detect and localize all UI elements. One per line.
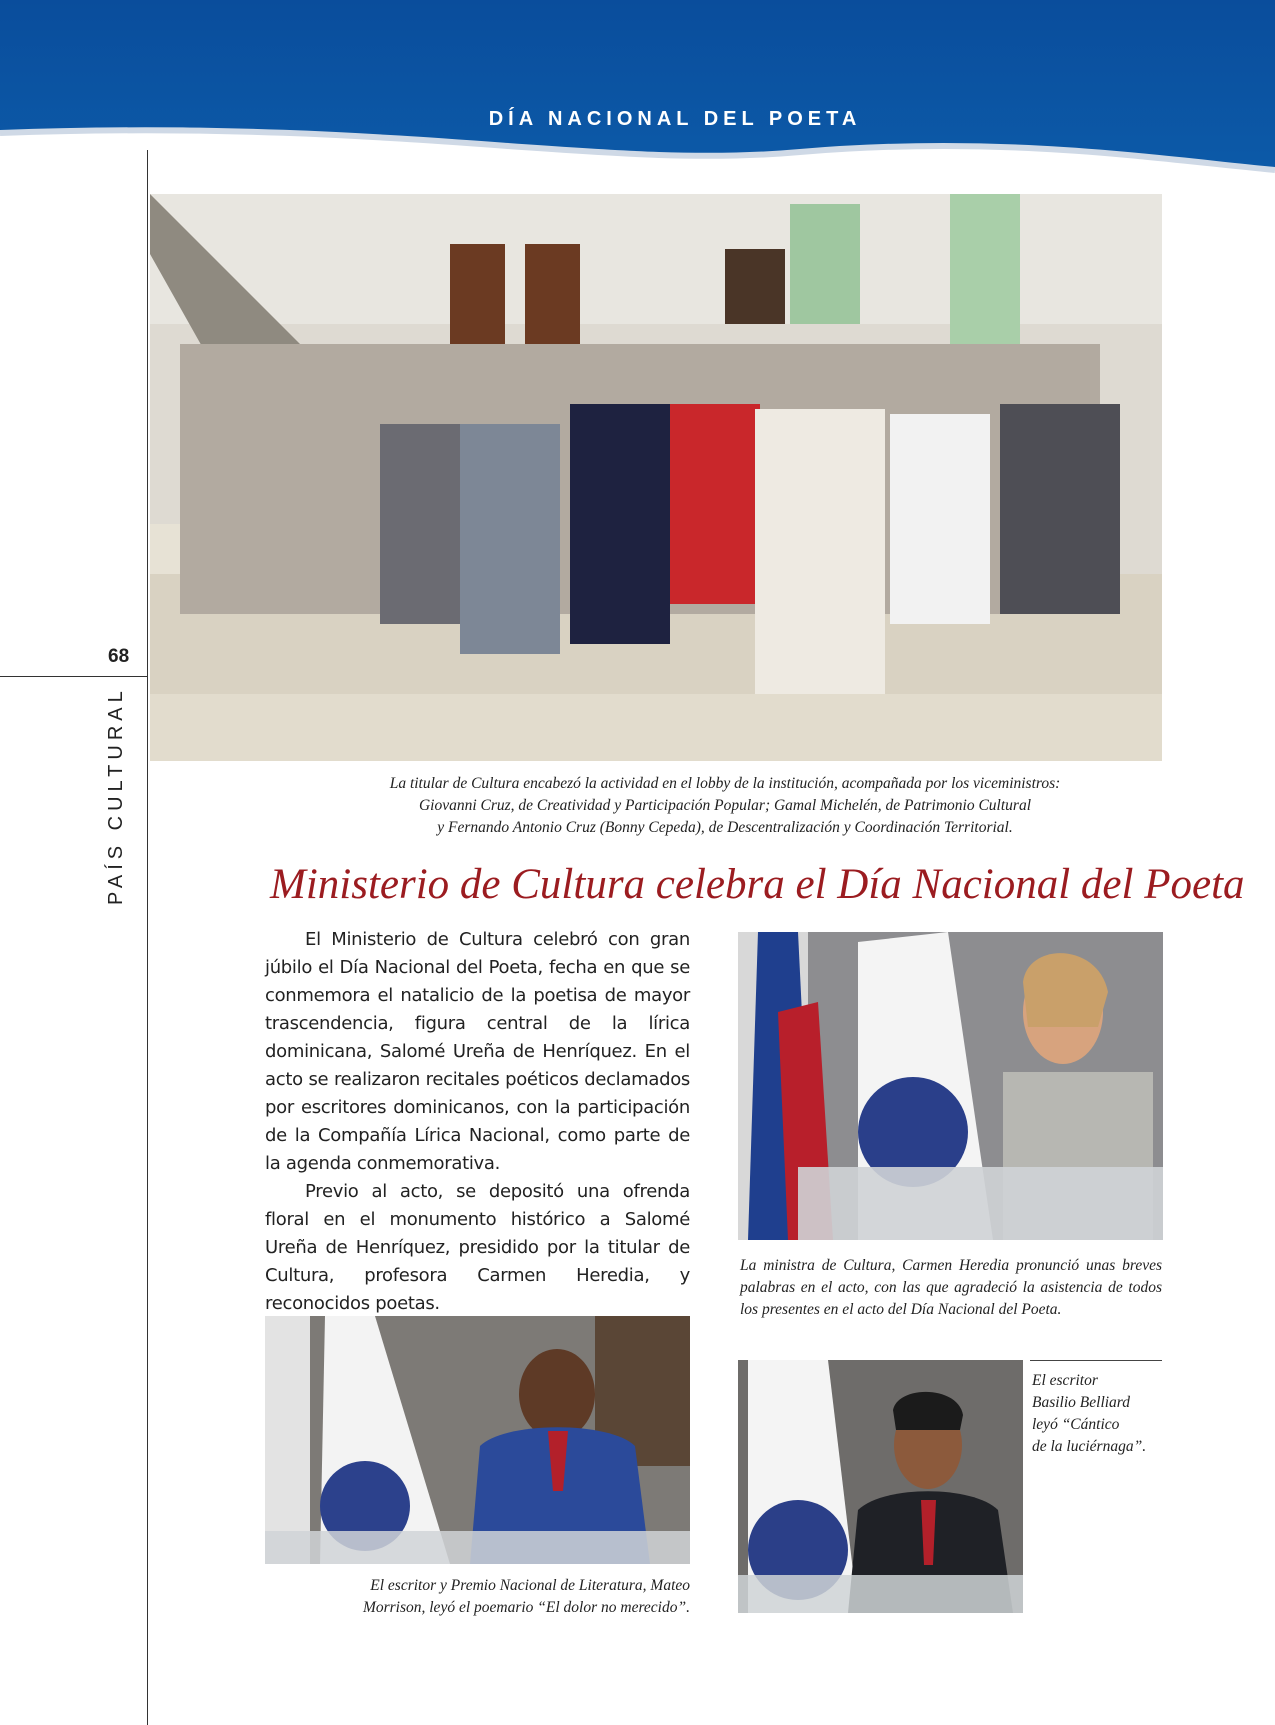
- belliard-photo-caption: [1032, 1370, 1167, 1458]
- article-body: [265, 926, 690, 1318]
- page-number-rule: [0, 676, 148, 677]
- caption-line: y Fernando Antonio Cruz (Bonny Cepeda), de Descentralización y Coordinación Territorial.: [437, 819, 1013, 836]
- caption-line: La titular de Cultura encabezó la actividad en el lobby de la institución, acompañada por los viceministros:: [389, 775, 1061, 792]
- header-title: DÍA NACIONAL DEL POETA: [488, 108, 862, 130]
- header-band: [0, 0, 1275, 190]
- morrison-reading-photo: [265, 1316, 690, 1564]
- article-headline: Ministerio de Cultura celebra el Día Nacional del Poeta: [270, 861, 1245, 908]
- minister-photo-caption: La ministra de Cultura, Carmen Heredia pronunció unas breves palabras en el acto, con las que agradeció la asistencia de todos los presentes en el acto del Día Nacional del Poeta.: [740, 1257, 1162, 1318]
- article-paragraph: Previo al acto, se depositó una ofrenda floral en el monumento histórico a Salomé Ureña de Henríquez, presidido por la titular de Cultura, profesora Carmen Heredia, y reconocidos poetas.: [265, 1181, 690, 1314]
- margin-rule: [147, 150, 148, 1725]
- caption-line: Basilio Belliard: [1032, 1394, 1131, 1411]
- caption-line: Giovanni Cruz, de Creatividad y Participación Popular; Gamal Michelén, de Patrimonio Cultural: [418, 797, 1032, 814]
- caption-line: El escritor y Premio Nacional de Literatura, Mateo: [370, 1577, 690, 1594]
- article-paragraph: El Ministerio de Cultura celebró con gran júbilo el Día Nacional del Poeta, fecha en que se conmemora el natalicio de la poetisa de mayor trascendencia, figura central de la lírica dominicana, Salomé Ureña de Henríquez. En el acto se realizaron recitales poéticos declamados por escritores dominicanos, con la participación de la Compañía Lírica Nacional, como parte de la agenda conmemorativa.: [265, 929, 690, 1174]
- caption-line: Morrison, leyó el poemario “El dolor no merecido”.: [362, 1599, 690, 1616]
- caption-line: leyó “Cántico: [1032, 1416, 1120, 1433]
- belliard-caption-rule: [1030, 1360, 1162, 1361]
- minister-speech-photo: [738, 932, 1163, 1240]
- caption-line: de la luciérnaga”.: [1032, 1438, 1147, 1455]
- page-number: 68: [108, 646, 130, 667]
- main-photo-caption: [290, 773, 1160, 839]
- main-event-photo: [150, 194, 1162, 761]
- caption-line: El escritor: [1032, 1372, 1098, 1389]
- section-label: PAÍS CULTURAL: [105, 686, 127, 905]
- morrison-photo-caption: [265, 1575, 690, 1619]
- belliard-reading-photo: [738, 1360, 1023, 1613]
